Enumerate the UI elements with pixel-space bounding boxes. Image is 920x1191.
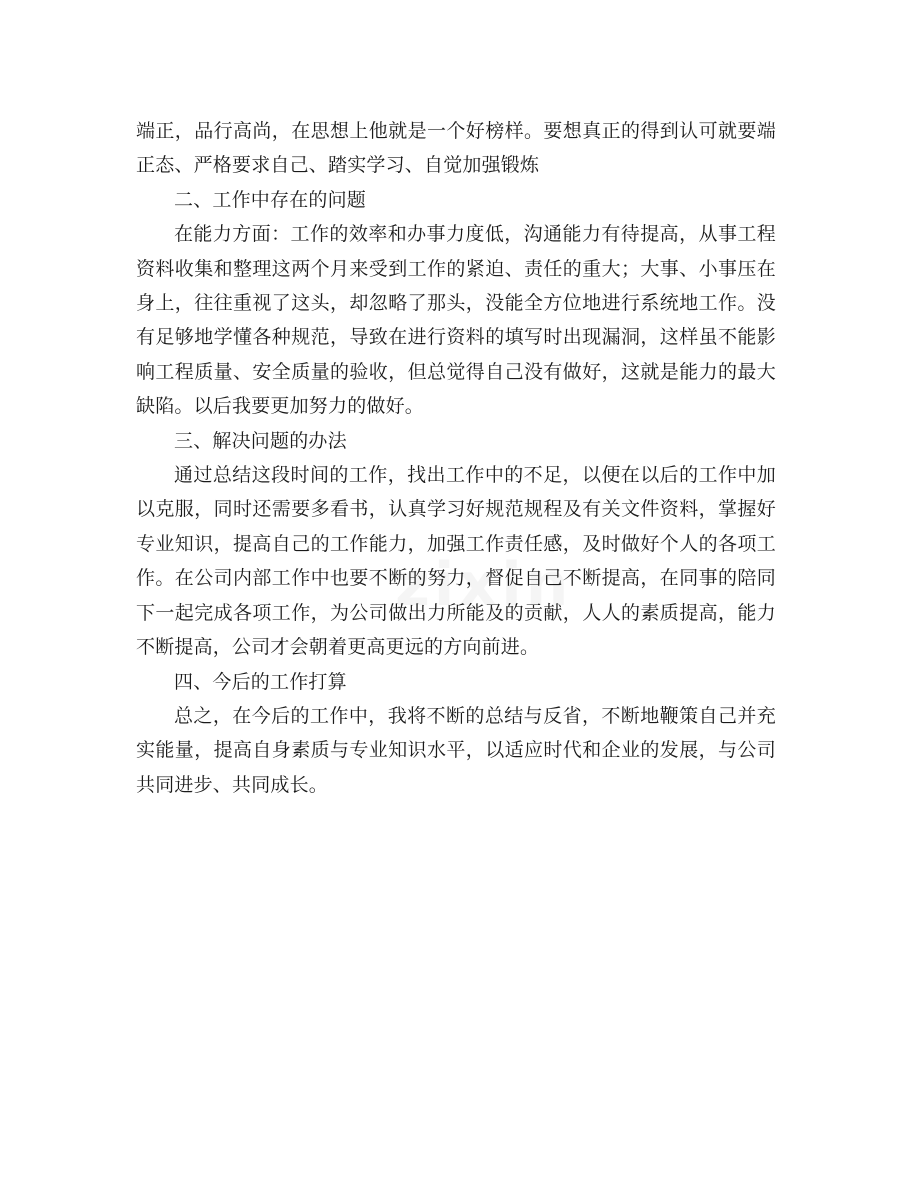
paragraph-continuation: 端正，品行高尚，在思想上他就是一个好榜样。要想真正的得到认可就要端正态、严格要求自己、踏实学习、自觉加强锻炼 <box>136 120 776 177</box>
paragraph-ability: 在能力方面：工作的效率和办事力度低，沟通能力有待提高，从事工程资料收集和整理这两个月来受到工作的紧迫、责任的重大；大事、小事压在身上，往往重视了这头，却忽略了那头，没能全方位地进行系统地工作。没有足够地学懂各种规范，导致在进行资料的填写时出现漏洞，这样虽不能影响工程质量、安全质量的验收，但总觉得自己没有做好，这就是能力的最大缺陷。以后我要更加努力的做好。 <box>136 223 776 418</box>
paragraph-solutions: 通过总结这段时间的工作，找出工作中的不足，以便在以后的工作中加以克服，同时还需要多看书，认真学习好规范规程及有关文件资料，掌握好专业知识，提高自己的工作能力，加强工作责任感，及时做好个人的各项工作。在公司内部工作中也要不断的努力，督促自己不断提高，在同事的陪同下一起完成各项工作，为公司做出力所能及的贡献，人人的素质提高，能力不断提高，公司才会朝着更高更远的方向前进。 <box>136 464 776 659</box>
document-body <box>136 114 776 802</box>
paragraph-plans: 总之，在今后的工作中，我将不断的总结与反省，不断地鞭策自己并充实能量，提高自身素质与专业知识水平，以适应时代和企业的发展，与公司共同进步、共同成长。 <box>136 704 776 796</box>
section-heading-solutions: 三、解决问题的办法 <box>174 429 347 452</box>
section-heading-problems: 二、工作中存在的问题 <box>174 188 367 211</box>
section-heading-plans: 四、今后的工作打算 <box>174 670 347 693</box>
